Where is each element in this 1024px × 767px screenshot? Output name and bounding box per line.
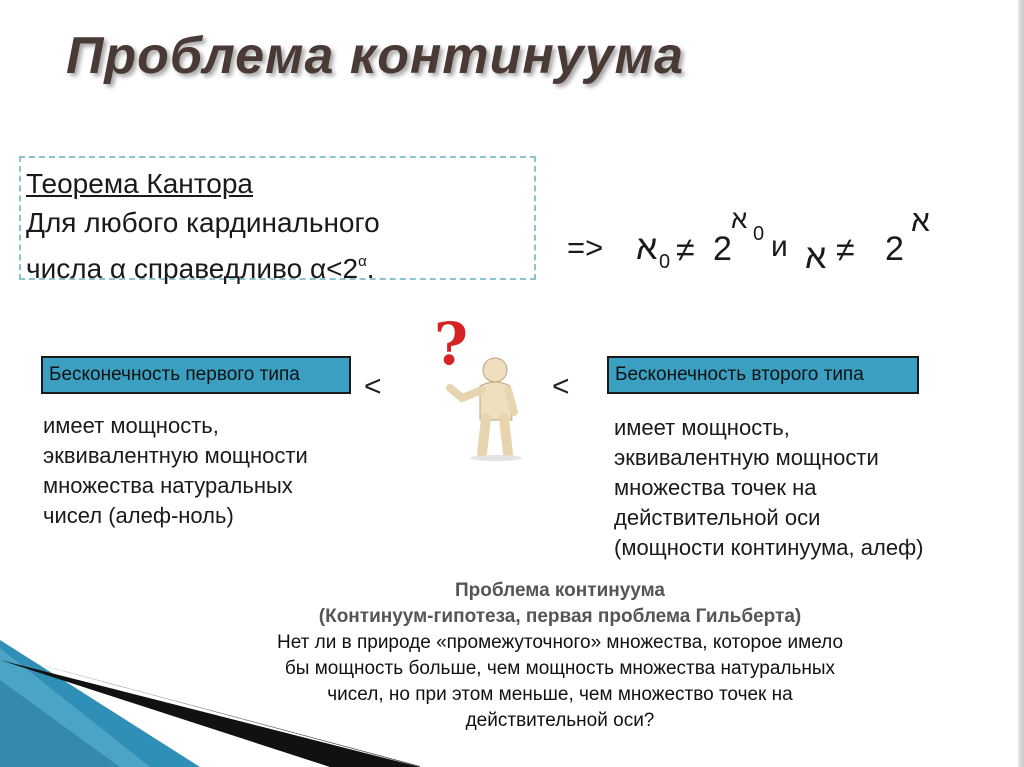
formula-exp-aleph: א (731, 204, 748, 234)
less-than-sign-right: < (552, 370, 570, 403)
bottom-subtitle: (Континуум-гипотеза, первая проблема Гильберта) (318, 606, 802, 627)
first-desc-line: имеет мощность, (43, 413, 219, 438)
less-than-sign-left: < (364, 370, 382, 403)
first-infinity-label: Бесконечность первого типа (41, 356, 351, 394)
formula-aleph-left-index: 0 (659, 251, 671, 273)
theorem-line-1: Для любого кардинального (26, 207, 380, 238)
formula-aleph-middle: א (805, 238, 827, 276)
formula-and: и (771, 230, 788, 263)
formula-aleph-left: א (636, 229, 658, 267)
first-desc-line: эквивалентную мощности (43, 443, 308, 468)
formula-exp-aleph-index: 0 (753, 223, 765, 245)
theorem-line-2-text: числа α справедливо α<2 (26, 253, 359, 284)
second-desc-line: действительной оси (614, 505, 821, 530)
question-mark-icon: ? (434, 312, 468, 378)
second-infinity-label: Бесконечность второго типа (607, 356, 919, 394)
bottom-line: действительной оси? (465, 710, 655, 731)
first-infinity-description (43, 411, 308, 531)
bottom-line: Нет ли в природе «промежуточного» множества, которое имело (276, 632, 844, 653)
person-question-icon (428, 312, 540, 462)
first-desc-line: множества натуральных (43, 473, 293, 498)
formula-two-2: 2 (885, 230, 904, 268)
second-desc-line: множества точек на (614, 475, 817, 500)
theorem-line-2-end: . (366, 253, 375, 284)
first-desc-line: чисел (алеф-ноль) (43, 503, 234, 528)
continuum-problem-text (200, 578, 920, 734)
thinking-figure (428, 312, 540, 462)
formula-neq-2: ≠ (836, 231, 855, 269)
formula-implies-arrow: => (567, 230, 604, 265)
bottom-title: Проблема континуума (455, 580, 665, 601)
formula-two-1: 2 (713, 230, 732, 268)
second-desc-line: имеет мощность, (614, 415, 790, 440)
formula-exp-aleph-2: א (911, 205, 930, 238)
second-desc-line: (мощности континуума, алеф) (614, 535, 924, 560)
bottom-line: бы мощность больше, чем мощность множества натуральных (284, 658, 836, 679)
second-infinity-description (614, 413, 924, 563)
cantor-formula (0, 0, 1024, 300)
second-desc-line: эквивалентную мощности (614, 445, 879, 470)
formula-neq-1: ≠ (676, 231, 695, 269)
bottom-line: чисел, но при этом меньше, чем множество точек на (327, 684, 793, 705)
theorem-title: Теорема Кантора (26, 168, 253, 199)
theorem-exponent: α (358, 253, 367, 270)
slide-title: Проблема континуума (66, 27, 685, 85)
